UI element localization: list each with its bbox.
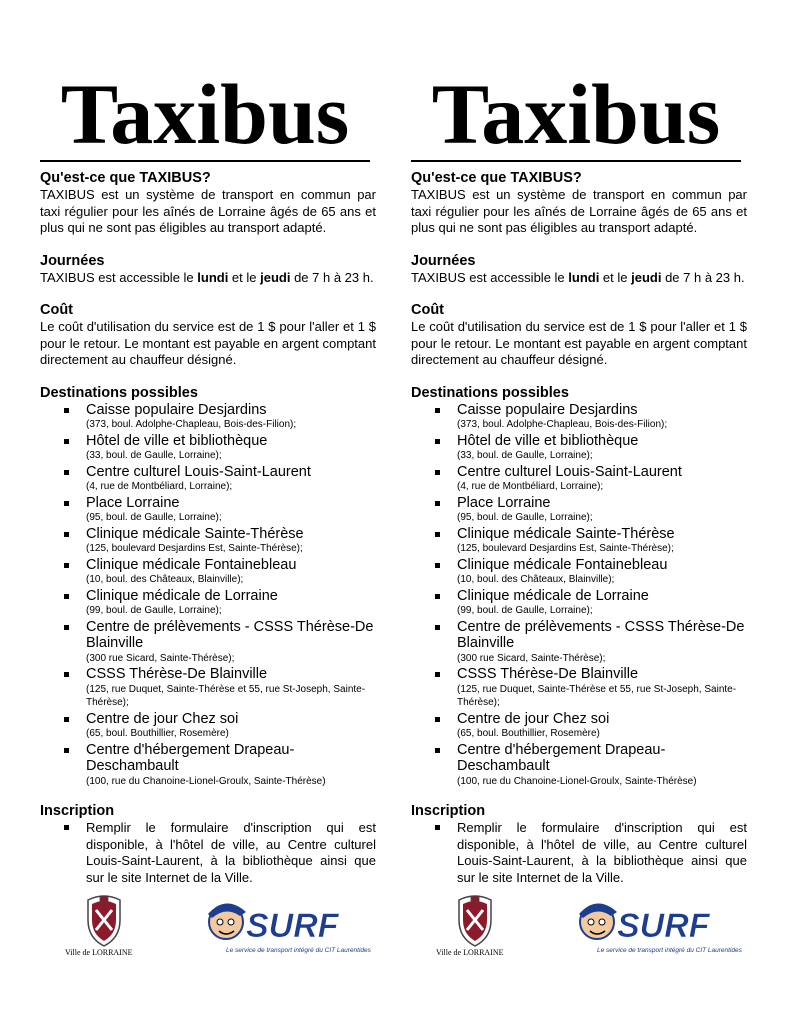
destination-item [457, 711, 747, 741]
bullet [435, 439, 440, 444]
destination-item [457, 588, 747, 618]
destination-address: (373, boul. Adolphe-Chapleau, Bois-des-Filion); [86, 419, 297, 430]
destination-address: (95, boul. de Gaulle, Lorraine); [457, 512, 593, 523]
destination-address: (373, boul. Adolphe-Chapleau, Bois-des-Filion); [457, 419, 668, 430]
destination-name: Caisse populaire Desjardins [86, 401, 267, 418]
bullet [435, 594, 440, 599]
destination-address: (125, rue Duquet, Sainte-Thérèse et 55, rue St-Joseph, Sainte-Thérèse); [457, 683, 737, 708]
destination-address: (4, rue de Montbéliard, Lorraine); [457, 481, 604, 492]
list-item: Remplir le formulaire d'inscription qui est disponible, à l'hôtel de ville, au Centre culturel Louis-Saint-Laurent, à la bibliothèque ainsi que sur le site Internet de la Ville. [86, 820, 376, 886]
bullet [64, 532, 69, 537]
section-heading-what: Qu'est-ce que TAXIBUS? [40, 170, 211, 186]
destination-name: Clinique médicale de Lorraine [457, 587, 649, 604]
destination-item [457, 526, 747, 556]
destination-address: (125, boulevard Desjardins Est, Sainte-Thérèse); [86, 543, 303, 554]
day-monday: lundi [568, 269, 600, 285]
destination-name: Centre d'hébergement Drapeau-Deschambault [457, 741, 666, 774]
bullet [435, 672, 440, 677]
section-heading-destinations: Destinations possibles [40, 384, 198, 401]
bullet [435, 625, 440, 630]
section-heading-inscription: Inscription [40, 803, 115, 819]
destination-name: Centre culturel Louis-Saint-Laurent [86, 463, 311, 480]
destination-address: (125, boulevard Desjardins Est, Sainte-Thérèse); [457, 543, 674, 554]
bullet [64, 439, 69, 444]
destination-name: Centre de prélèvements - CSSS Thérèse-De Blainville [86, 618, 374, 651]
destination-address: (10, boul. des Châteaux, Blainville); [457, 574, 615, 585]
destination-address: (33, boul. de Gaulle, Lorraine); [457, 450, 593, 461]
destination-item [457, 619, 747, 666]
section-body-days: TAXIBUS est accessible le lundi et le jeudi de 7 h à 23 h. [411, 269, 745, 285]
day-monday: lundi [197, 269, 229, 285]
day-thursday: jeudi [260, 269, 291, 285]
section-heading-days: Journées [411, 252, 476, 269]
section-body-what: TAXIBUS est un système de transport en commun par taxi régulier pour les aînés de Lorraine âgés de 65 ans et plus qui ne sont pas éligibles au transport adapté. [411, 187, 747, 235]
bullet [64, 672, 69, 677]
column-content [32, 170, 378, 964]
destination-item [86, 588, 376, 618]
destination-list [411, 402, 747, 789]
destination-item [86, 433, 376, 463]
destination-list [40, 402, 376, 789]
bullet [435, 825, 440, 830]
day-thursday: jeudi [631, 269, 662, 285]
destination-item [457, 464, 747, 494]
destination-name: Centre d'hébergement Drapeau-Deschambault [86, 741, 295, 774]
destination-address: (100, rue du Chanoine-Lionel-Groulx, Sainte-Thérèse) [457, 775, 697, 787]
bullet [64, 563, 69, 568]
surf-wordmark: SURF [617, 907, 710, 945]
bullet [64, 825, 69, 830]
destination-item [457, 666, 747, 710]
section-body-cost: Le coût d'utilisation du service est de 1 $ pour l'aller et 1 $ pour le retour. Le montant est payable en argent comptant directement au chauffeur désigné. [411, 319, 747, 367]
flyer-column-left [32, 66, 378, 964]
section-heading-destinations: Destinations possibles [411, 384, 569, 401]
destination-address: (10, boul. des Châteaux, Blainville); [86, 574, 244, 585]
logo-row [411, 894, 747, 964]
destination-address: (300 rue Sicard, Sainte-Thérèse); [86, 652, 235, 664]
destination-item [86, 526, 376, 556]
destination-name: Clinique médicale Fontainebleau [86, 556, 297, 573]
page-title: Taxibus [431, 66, 721, 162]
city-caption: Ville de LORRAINE [436, 948, 504, 957]
destination-name: Centre de prélèvements - CSSS Thérèse-De Blainville [457, 618, 745, 651]
destination-item [86, 464, 376, 494]
destination-name: Hôtel de ville et bibliothèque [457, 432, 639, 449]
bullet [435, 532, 440, 537]
flyer-column-right [403, 66, 749, 964]
list-item: Remplir le formulaire d'inscription qui est disponible, à l'hôtel de ville, au Centre culturel Louis-Saint-Laurent, à la bibliothèque ainsi que sur le site Internet de la Ville. [457, 820, 747, 886]
section-body-cost: Le coût d'utilisation du service est de 1 $ pour l'aller et 1 $ pour le retour. Le montant est payable en argent comptant directement au chauffeur désigné. [40, 319, 376, 367]
destination-item [86, 402, 376, 432]
surf-tagline: Le service de transport intégré du CIT Laurentides [226, 947, 371, 954]
destination-address: (300 rue Sicard, Sainte-Thérèse); [457, 652, 606, 664]
destination-name: CSSS Thérèse-De Blainville [86, 666, 268, 682]
section-body-days: TAXIBUS est accessible le lundi et le jeudi de 7 h à 23 h. [40, 269, 374, 285]
destination-item [86, 619, 376, 666]
bullet [64, 594, 69, 599]
destination-item [457, 742, 747, 789]
destination-name: Clinique médicale Fontainebleau [457, 556, 668, 573]
destination-address: (65, boul. Bouthillier, Rosemère) [457, 728, 600, 739]
destination-item [457, 495, 747, 525]
bullet [64, 717, 69, 722]
destination-name: Place Lorraine [457, 494, 551, 511]
surf-tagline: Le service de transport intégré du CIT Laurentides [597, 947, 742, 954]
surf-wordmark: SURF [246, 907, 339, 945]
inscription-list [40, 820, 376, 886]
city-crest-logo [80, 894, 128, 948]
inscription-list [411, 820, 747, 886]
destination-address: (99, boul. de Gaulle, Lorraine); [86, 605, 222, 616]
destination-item [457, 402, 747, 432]
bullet [435, 408, 440, 413]
bullet [64, 748, 69, 753]
page-title: Taxibus [60, 66, 350, 162]
surf-logo [200, 894, 360, 954]
destination-item [457, 433, 747, 463]
logo-row [40, 894, 376, 964]
section-heading-inscription: Inscription [411, 803, 486, 819]
destination-item [457, 557, 747, 587]
section-heading-days: Journées [40, 252, 105, 269]
destination-address: (65, boul. Bouthillier, Rosemère) [86, 728, 229, 739]
destination-name: Centre de jour Chez soi [86, 710, 239, 727]
bullet [435, 563, 440, 568]
column-content [403, 170, 749, 964]
bullet [435, 748, 440, 753]
bullet [64, 501, 69, 506]
destination-address: (99, boul. de Gaulle, Lorraine); [457, 605, 593, 616]
destination-name: CSSS Thérèse-De Blainville [457, 666, 639, 682]
destination-name: Clinique médicale Sainte-Thérèse [86, 525, 304, 542]
destination-name: Centre de jour Chez soi [457, 710, 610, 727]
section-heading-cost: Coût [411, 302, 445, 318]
section-body-what: TAXIBUS est un système de transport en commun par taxi régulier pour les aînés de Lorraine âgés de 65 ans et plus qui ne sont pas éligibles au transport adapté. [40, 187, 376, 235]
surf-logo [571, 894, 731, 954]
destination-item [86, 557, 376, 587]
destination-item [86, 711, 376, 741]
destination-address: (4, rue de Montbéliard, Lorraine); [86, 481, 233, 492]
destination-item [86, 495, 376, 525]
destination-address: (125, rue Duquet, Sainte-Thérèse et 55, rue St-Joseph, Sainte-Thérèse); [86, 683, 366, 708]
bullet [64, 470, 69, 475]
destination-name: Clinique médicale de Lorraine [86, 587, 278, 604]
destination-name: Hôtel de ville et bibliothèque [86, 432, 268, 449]
bullet [435, 717, 440, 722]
bullet [435, 470, 440, 475]
city-caption: Ville de LORRAINE [65, 948, 133, 957]
destination-name: Clinique médicale Sainte-Thérèse [457, 525, 675, 542]
bullet [435, 501, 440, 506]
bullet [64, 408, 69, 413]
section-heading-cost: Coût [40, 302, 74, 318]
destination-name: Centre culturel Louis-Saint-Laurent [457, 463, 682, 480]
destination-item [86, 742, 376, 789]
destination-item [86, 666, 376, 710]
bullet [64, 625, 69, 630]
city-crest-logo [451, 894, 499, 948]
section-heading-what: Qu'est-ce que TAXIBUS? [411, 170, 582, 186]
destination-address: (95, boul. de Gaulle, Lorraine); [86, 512, 222, 523]
destination-address: (33, boul. de Gaulle, Lorraine); [86, 450, 222, 461]
destination-name: Place Lorraine [86, 494, 180, 511]
destination-address: (100, rue du Chanoine-Lionel-Groulx, Sainte-Thérèse) [86, 775, 326, 787]
destination-name: Caisse populaire Desjardins [457, 401, 638, 418]
